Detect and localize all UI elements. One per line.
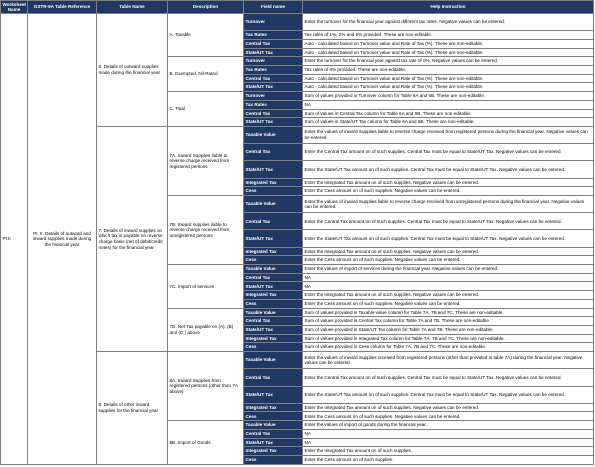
help-instruction-cell: Enter the Cess amount on of such supplies. [303,455,594,464]
field-name-cell: Central Tax [244,273,303,282]
header-field-name: Field name [244,1,303,14]
field-name-cell: State/UT Tax [244,83,303,92]
help-instruction-cell: NA [303,282,594,291]
field-name-cell: Cess [244,256,303,265]
field-name-cell: State/UT Tax [244,118,303,127]
help-instruction-cell: Enter the values of inward Supplies received from registered persons (other than provided in table 7A) during the financial year. Negative values can be entered. [303,352,594,369]
help-instruction-cell: Sum of values provided in Cess column for Table 7A, 7B and 7C. These are non-editable. [303,343,594,352]
field-name-cell: Central Tax [244,144,303,161]
help-instruction-cell: Enter the values of inward Supplies liable to reverse charge received from unregistered persons during the financial year. Negative values can be entered. [303,196,594,213]
field-name-cell: Cess [244,187,303,196]
help-instruction-cell: Enter the Cess amount on of such supplies. Negative values can be entered. [303,256,594,265]
field-name-cell: Taxable Value [244,308,303,317]
header-table-reference: GSTR-9A Table Reference [28,1,97,14]
help-instruction-cell: Enter the Integrated Tax amount on of such supplies. Negative values can be entered. [303,291,594,300]
field-name-cell: State/UT Tax [244,438,303,447]
help-instruction-cell: NA [303,273,594,282]
field-name-cell: Taxable Value [244,352,303,369]
help-instruction-cell: Auto - calculated based on Turnover value and Rate of Tax (%). These are non-editable. [303,83,594,92]
description-cell: 7B. Inward supplies liable to reverse charge received from unregistered persons [168,196,244,265]
field-name-cell: Central Tax [244,39,303,48]
field-name-cell: Cess [244,299,303,308]
field-name-cell: Integrated Tax [244,334,303,343]
field-name-cell: State/UT Tax [244,282,303,291]
description-cell: A. Taxable [168,14,244,57]
field-name-cell: Central Tax [244,369,303,386]
field-name-cell: Central Tax [244,213,303,230]
description-cell: 8A. Inward Supplies from registered persons (other than 7A above) [168,352,244,421]
help-instruction-cell: Enter the turnover for the financial year against different tax rates. Negative values can be entered. [303,14,594,31]
help-instruction-cell: Auto - calculated based on Turnover value and Rate of Tax (%). These are non-editable. [303,48,594,57]
description-cell: C. Total [168,92,244,127]
help-instruction-cell: Sum of values provided in Integrated Tax column for Table 7A, 7B and 7C. These are non-editable. [303,334,594,343]
field-name-cell: Taxable Value [244,265,303,274]
table-row [1,14,594,31]
help-instruction-cell: Enter the values of import of goods during the financial year. [303,421,594,430]
field-name-cell: State/UT Tax [244,386,303,403]
help-instruction-cell: Enter the Integrated Tax amount on of such supplies. Negative values can be entered. [303,403,594,412]
field-name-cell: Tax Rates [244,100,303,109]
help-instruction-cell: Enter the Integrated Tax amount on of such supplies. [303,447,594,456]
help-instruction-cell: Enter the Central Tax amount on of such supplies. Central Tax must be equal to State/UT Tax. Negative values can be entered. [303,144,594,161]
help-instruction-cell: Enter the Cess amount on of such supplies. Negative values can be entered. [303,299,594,308]
field-name-cell: Turnover [244,14,303,31]
table-name-cell: 6. Details of outward supplies made during the financial year [97,14,168,127]
help-instruction-cell: NA [303,438,594,447]
help-instruction-cell: Enter the Central Tax amount on of such supplies. Central Tax must be equal to State/UT Tax. Negative values can be entered. [303,213,594,230]
field-name-cell: Integrated Tax [244,291,303,300]
field-name-cell: State/UT Tax [244,161,303,178]
header-help-instruction: Help Instruction [303,1,594,14]
table-body [1,14,594,465]
field-name-cell: Taxable Value [244,126,303,143]
table-name-cell: 8. Details of other inward supplies for the financial year [97,352,168,465]
help-instruction-cell: Sum of values in Central Tax column for Table 6A and 6B. These are non-editable. [303,109,594,118]
help-instruction-cell: Enter the Integrated Tax amount on of such supplies. Negative values can be entered. [303,247,594,256]
description-cell: 7C. Import of services [168,265,244,309]
field-name-cell: Integrated Tax [244,447,303,456]
help-instruction-cell: Sum of values provided in State/UT Tax column for Table 7A and 7B. These are non-editable. [303,326,594,335]
help-instruction-cell: Enter the State/UT Tax amount on of such supplies. Central Tax must be equal to State/UT Tax. Negative values can be entered. [303,386,594,403]
help-instruction-cell: Sum of values in State/UT Tax column for Table 6A and 6B. These are non-editable. [303,118,594,127]
description-cell: B. Exempted, Nil-Rated [168,57,244,92]
help-instruction-cell: Sum of values provided in Central Tax column for Table 7A and 7B. These are non-editable. [303,317,594,326]
field-name-cell: State/UT Tax [244,326,303,335]
header-row [1,1,594,14]
worksheet-name-cell: Pt II [1,14,28,465]
help-instruction-cell: Enter the Integrated Tax amount on of such supplies. Negative values can be entered. [303,178,594,187]
help-instruction-cell: Enter the State/UT Tax amount on of such supplies. Central Tax must be equal to State/UT Tax. Negative values can be entered. [303,161,594,178]
help-instruction-cell: Auto - calculated based on Turnover value and Rate of Tax (%). These are non-editable. [303,39,594,48]
field-name-cell: Taxable Value [244,421,303,430]
help-instruction-cell: NA [303,429,594,438]
help-instruction-cell: Enter the values of inward Supplies liable to reverse charge received from registered persons during the financial year. Negative values can be entered. [303,126,594,143]
field-name-cell: Taxable Value [244,196,303,213]
field-name-cell: Tax Rates [244,31,303,40]
help-instruction-cell: Enter the State/UT Tax amount on of such supplies. Central Tax must be equal to State/UT Tax. Negative values can be entered. [303,230,594,247]
help-instruction-cell: Tax rates of 1%, 2% and 5% provided. These are non-editable. [303,31,594,40]
field-name-cell: Turnover [244,57,303,66]
description-cell: 8B. Import of Goods [168,421,244,465]
field-name-cell: Integrated Tax [244,178,303,187]
field-name-cell: State/UT Tax [244,48,303,57]
field-name-cell: Central Tax [244,74,303,83]
table-name-cell: 7. Details of inward supplies on which tax is payable on reverse charge basis (net of debit/credit notes) for the financial year [97,126,168,351]
field-name-cell: Cess [244,412,303,421]
field-name-cell: Central Tax [244,317,303,326]
help-instruction-cell: Enter the values of import of services during the financial year. Negative values can be entered. [303,265,594,274]
header-description: Description [168,1,244,14]
field-name-cell: Integrated Tax [244,247,303,256]
field-name-cell: Central Tax [244,109,303,118]
help-instruction-cell: Enter the turnover for the financial year against tax rate of 0%. Negative values can be entered. [303,57,594,66]
field-name-cell: Integrated Tax [244,403,303,412]
header-worksheet-name: Worksheet Name [2,1,26,12]
help-instruction-cell: Sum of values provided in Turnover column for Table 6A and 6B. These are non-editable. [303,92,594,101]
help-instruction-cell: Enter the Central Tax amount on of such supplies. Central Tax must be equal to State/UT Tax. Negative values can be entered. [303,369,594,386]
help-instruction-cell: Tax rates of 0% provided. These are non-editable. [303,66,594,75]
help-instruction-cell: Auto - calculated based on Turnover value and Rate of Tax (%). These are non-editable. [303,74,594,83]
description-cell: 7D. Net Tax payable on (A), (B) and (C ) above [168,308,244,352]
table-reference-cell: Pt. II. Details of outward and inward supplies made during the financial year [28,14,97,465]
help-instruction-cell: Enter the Cess amount on of such supplies. Negative values can be entered. [303,412,594,421]
field-name-cell: Tax Rates [244,66,303,75]
field-name-cell: State/UT Tax [244,230,303,247]
help-instruction-cell: Enter the Cess amount on of such supplies. Negative values can be entered. [303,187,594,196]
field-name-cell: Cess [244,343,303,352]
field-name-cell: Cess [244,455,303,464]
field-name-cell: Central Tax [244,429,303,438]
header-table-name: Table Name [97,1,168,14]
description-cell: 7A. Inward Supplies liable to reverse charge received from registered persons [168,126,244,195]
help-instruction-cell: Sum of values provided in Taxable value column for Table 7A, 7B and 7C. These are non-editable. [303,308,594,317]
field-name-cell: Turnover [244,92,303,101]
help-instruction-cell: NA [303,100,594,109]
